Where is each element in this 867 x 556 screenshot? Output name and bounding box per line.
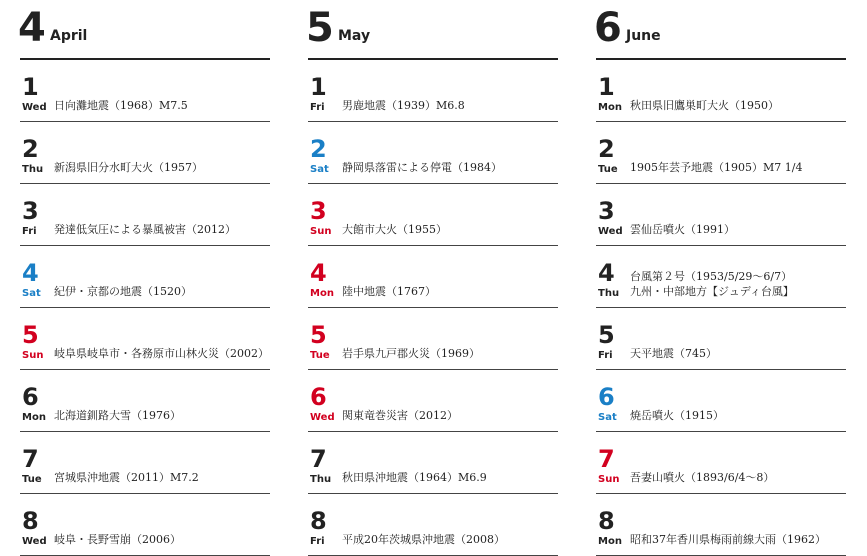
day-of-week: Thu — [598, 288, 620, 299]
day-number: 2 — [310, 135, 327, 163]
event-list — [54, 532, 181, 547]
day-of-week: Sat — [598, 412, 617, 423]
day-number: 3 — [22, 197, 39, 225]
day-number: 7 — [598, 445, 615, 473]
event-list — [54, 160, 203, 175]
day-row — [308, 432, 558, 494]
day-of-week: Mon — [598, 536, 622, 547]
month-name: May — [338, 28, 371, 44]
month-name: April — [50, 28, 88, 44]
day-number: 4 — [22, 259, 39, 287]
day-row — [308, 60, 558, 122]
day-row — [308, 184, 558, 246]
event-text: 1905年芸予地震（1905）M7 1/4 — [630, 161, 803, 174]
day-number: 7 — [22, 445, 39, 473]
month-column — [308, 0, 558, 547]
event-text: 雲仙岳噴火（1991） — [630, 223, 735, 236]
day-of-week: Fri — [310, 536, 325, 547]
event-list — [630, 532, 826, 547]
day-of-week: Wed — [598, 226, 623, 237]
event-list — [630, 470, 774, 485]
day-number: 1 — [598, 73, 615, 101]
day-number: 7 — [310, 445, 327, 473]
day-row — [596, 184, 846, 246]
day-of-week: Tue — [310, 350, 330, 361]
event-list — [630, 408, 724, 423]
day-row — [20, 370, 270, 432]
day-row — [20, 432, 270, 494]
day-number: 8 — [310, 507, 327, 535]
event-text: 男鹿地震（1939）M6.8 — [342, 99, 465, 112]
event-list — [630, 222, 735, 237]
event-text: 大館市大火（1955） — [342, 223, 447, 236]
day-number: 1 — [310, 73, 327, 101]
day-of-week: Fri — [310, 102, 325, 113]
day-number: 5 — [22, 321, 39, 349]
day-row — [20, 60, 270, 122]
day-number: 6 — [310, 383, 327, 411]
day-number: 2 — [598, 135, 615, 163]
day-number: 3 — [310, 197, 327, 225]
day-row — [308, 370, 558, 432]
day-number: 8 — [598, 507, 615, 535]
day-number: 3 — [598, 197, 615, 225]
event-list — [342, 98, 465, 113]
day-of-week: Mon — [598, 102, 622, 113]
event-text: 秋田県旧鷹巣町大火（1950） — [630, 99, 779, 112]
day-row — [20, 184, 270, 246]
day-row — [308, 308, 558, 370]
day-number: 8 — [22, 507, 39, 535]
day-number: 4 — [310, 259, 327, 287]
day-row — [596, 432, 846, 494]
month-column — [596, 0, 846, 547]
event-text: 紀伊・京都の地震（1520） — [54, 285, 192, 298]
month-number: 5 — [306, 5, 334, 51]
month-header — [596, 6, 846, 58]
event-list — [54, 470, 199, 485]
month-number: 6 — [594, 5, 622, 51]
day-row — [308, 246, 558, 308]
event-text: 陸中地震（1767） — [342, 285, 436, 298]
day-of-week: Wed — [310, 412, 335, 423]
day-row — [308, 122, 558, 184]
event-list — [54, 408, 181, 423]
day-of-week: Wed — [22, 536, 47, 547]
month-header — [20, 6, 270, 58]
day-row — [596, 308, 846, 370]
event-list — [630, 160, 802, 175]
day-number: 6 — [22, 383, 39, 411]
day-row — [596, 60, 846, 122]
day-of-week: Sun — [598, 474, 620, 485]
event-list — [54, 222, 236, 237]
day-number: 5 — [598, 321, 615, 349]
day-of-week: Tue — [22, 474, 42, 485]
day-row — [596, 246, 846, 308]
event-list — [54, 98, 188, 113]
event-text: 岐阜県岐阜市・各務原市山林火災（2002） — [54, 347, 269, 360]
day-of-week: Sun — [310, 226, 332, 237]
event-list — [630, 346, 717, 361]
event-list — [54, 284, 192, 299]
day-of-week: Fri — [22, 226, 37, 237]
event-list — [342, 532, 505, 547]
event-list — [630, 98, 779, 113]
day-of-week: Thu — [22, 164, 44, 175]
event-list — [630, 269, 794, 299]
day-number: 4 — [598, 259, 615, 287]
event-text: 静岡県落雷による停電（1984） — [342, 161, 502, 174]
event-text: 北海道釧路大雪（1976） — [54, 409, 181, 422]
day-of-week: Tue — [598, 164, 618, 175]
month-header — [308, 6, 558, 58]
day-number: 5 — [310, 321, 327, 349]
event-list — [54, 346, 269, 361]
day-number: 1 — [22, 73, 39, 101]
event-text: 発達低気圧による暴風被害（2012） — [54, 223, 236, 236]
day-row — [596, 370, 846, 432]
day-of-week: Wed — [22, 102, 47, 113]
event-text: 平成20年茨城県沖地震（2008） — [342, 533, 505, 546]
event-text: 岩手県九戸郡火災（1969） — [342, 347, 480, 360]
event-text: 天平地震（745） — [630, 347, 717, 360]
event-text: 関東竜巻災害（2012） — [342, 409, 458, 422]
month-column — [20, 0, 270, 547]
day-of-week: Sun — [22, 350, 44, 361]
day-row — [20, 122, 270, 184]
day-of-week: Mon — [22, 412, 46, 423]
month-name: June — [626, 28, 661, 44]
event-text: 焼岳噴火（1915） — [630, 409, 724, 422]
day-of-week: Fri — [598, 350, 613, 361]
event-list — [342, 160, 502, 175]
event-text: 新潟県旧分水町大火（1957） — [54, 161, 203, 174]
event-text: 宮城県沖地震（2011）M7.2 — [54, 471, 199, 484]
event-text: 岐阜・長野雪崩（2006） — [54, 533, 181, 546]
day-row — [596, 122, 846, 184]
event-text: 吾妻山噴火（1893/6/4～8） — [630, 471, 775, 484]
event-list — [342, 470, 487, 485]
event-list — [342, 284, 436, 299]
day-of-week: Thu — [310, 474, 332, 485]
month-number: 4 — [18, 5, 46, 51]
day-of-week: Mon — [310, 288, 334, 299]
event-text: 九州・中部地方【ジュディ台風】 — [630, 285, 794, 298]
day-of-week: Sat — [310, 164, 329, 175]
event-text: 台風第２号（1953/5/29～6/7） — [630, 270, 793, 283]
day-of-week: Sat — [22, 288, 41, 299]
event-text: 秋田県沖地震（1964）M6.9 — [342, 471, 487, 484]
day-row — [20, 308, 270, 370]
event-list — [342, 222, 447, 237]
day-number: 6 — [598, 383, 615, 411]
event-list — [342, 408, 458, 423]
event-list — [342, 346, 480, 361]
day-row — [20, 246, 270, 308]
event-text: 日向灘地震（1968）M7.5 — [54, 99, 188, 112]
day-number: 2 — [22, 135, 39, 163]
event-text: 昭和37年香川県梅雨前線大雨（1962） — [630, 533, 826, 546]
